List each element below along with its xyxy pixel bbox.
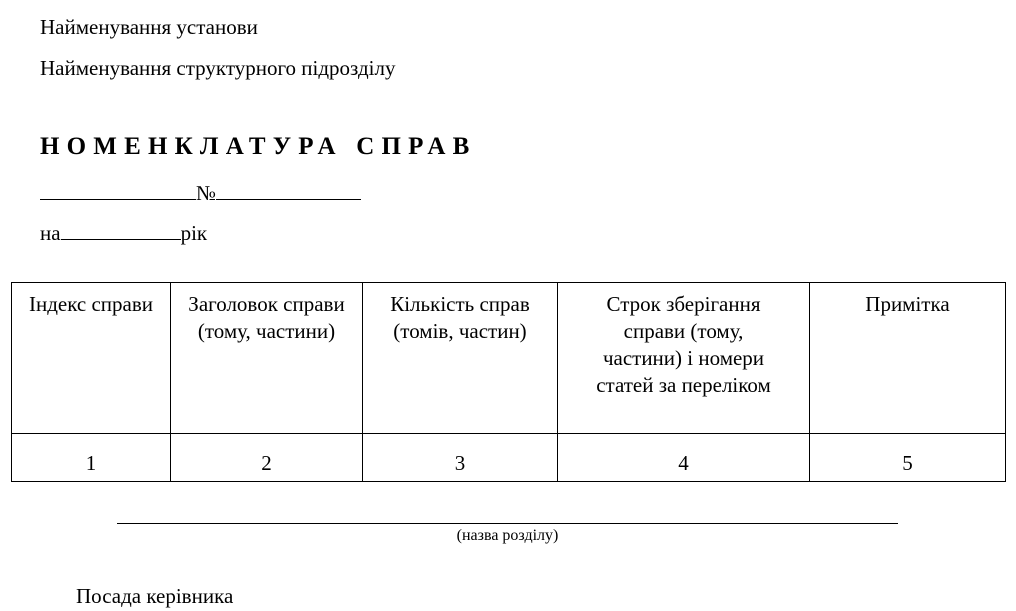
column-number-4: 4 (558, 434, 810, 482)
header-note: Примітка (810, 283, 1006, 434)
header-case-title: Заголовок справи (тому, частини) (171, 283, 363, 434)
section-caption: (назва розділу) (456, 527, 559, 544)
document-title: НОМЕНКЛАТУРА СПРАВ (40, 133, 477, 160)
year-blank[interactable] (61, 219, 181, 240)
nomenclature-table (11, 282, 1006, 482)
number-blank[interactable] (216, 179, 361, 200)
table-row (12, 434, 1006, 482)
table-header-row (12, 283, 1006, 434)
year-line (40, 219, 207, 245)
column-number-1: 1 (12, 434, 171, 482)
number-sign: № (196, 181, 217, 205)
column-number-2: 2 (171, 434, 363, 482)
column-number-5: 5 (810, 434, 1006, 482)
department-name: Найменування структурного підрозділу (40, 56, 396, 80)
institution-name: Найменування установи (40, 15, 258, 39)
header-retention-period: Строк зберігання справи (тому, частини) і номери статей за переліком (558, 283, 810, 434)
section-name-line[interactable] (117, 523, 898, 524)
date-number-line (40, 179, 361, 205)
head-position-label: Посада керівника (76, 584, 234, 608)
header-case-count: Кількість справ (томів, частин) (363, 283, 558, 434)
year-suffix: рік (180, 221, 208, 245)
column-number-3: 3 (363, 434, 558, 482)
date-blank[interactable] (40, 179, 196, 200)
header-case-index: Індекс справи (12, 283, 171, 434)
year-prefix: на (40, 221, 61, 245)
